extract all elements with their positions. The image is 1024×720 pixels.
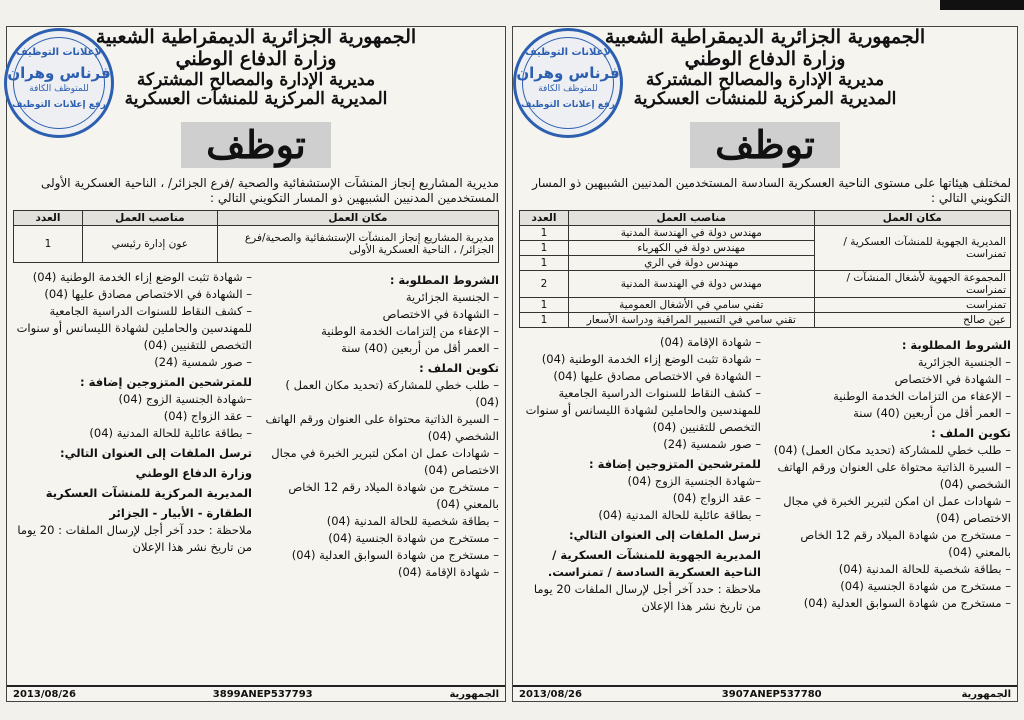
list-item: – شهادات عمل ان امكن لتبرير الخبرة في مجال الاختصاص (04) (271, 445, 499, 477)
positions-table (13, 210, 499, 263)
list-item: – طلب خطي للمشاركة (تحديد مكان العمل ) (04) (285, 377, 499, 409)
stamp-bottom-text: رفع إعلانات التوظيف (11, 100, 106, 110)
requirements-column (769, 334, 1011, 615)
footer-anep-ref: 3899ANEP537793 (212, 688, 313, 700)
list-item: – العمر أقل من أربعين (40) سنة (853, 405, 1011, 420)
stamp-seal (513, 28, 623, 138)
list-item: – السيرة الذاتية محتواة على العنوان ورقم الهاتف الشخصي (04) (265, 411, 499, 443)
list-item: – طلب خطي للمشاركة (تحديد مكان العمل) (04) (773, 442, 1011, 457)
table-row (14, 225, 499, 262)
stamp-name: فرناس وهران (516, 64, 620, 82)
stamp-bottom-text: رفع إعلانات التوظيف (520, 100, 615, 110)
footer-anep-ref: 3907ANEP537780 (721, 688, 822, 700)
list-item: – مستخرج من شهادة الجنسية (04) (328, 530, 499, 545)
stamp-sub-text: للمتوظف الكافة (29, 84, 89, 94)
section-heading: تكوين الملف : (931, 425, 1011, 440)
list-item: – الجنسية الجزائرية (917, 354, 1011, 369)
cell-location: المجموعة الجهوية لأشغال المنشآت /تمنراست (814, 270, 1010, 297)
cell-position: مهندس دولة في الكهرباء (569, 240, 815, 255)
ad-intro: لمختلف هيئاتها على مستوى الناحية العسكرية السادسة المستخدمين المدنيين الشبيهين ذو المسار التكويني التالي : (532, 175, 1011, 205)
list-item: – بطاقة شخصية للحالة المدنية (04) (326, 513, 499, 528)
cell-count: 2 (520, 270, 569, 297)
list-item: – مستخرج من شهادة الميلاد رقم 12 الخاص بالمعني (04) (800, 527, 1011, 559)
section-heading: للمترشحين المتزوجين إضافة : (80, 374, 252, 389)
list-item: ملاحظة : حدد آخر أجل لإرسال الملفات 20 يوما من تاريخ نشر هذا الإعلان (533, 581, 761, 613)
list-item: – بطاقة عائلية للحالة المدنية (04) (598, 507, 761, 522)
cell-count: 1 (14, 225, 83, 262)
section-heading: المديرية المركزية للمنشآت العسكرية (45, 485, 252, 500)
list-item: – كشف النقاط للسنوات الدراسية الجامعية للمهندسين والحاملين لشهادة الليسانس أو سنوات التخصص للتقنيين (04) (16, 303, 252, 352)
header-line-directorate: مديرية الإدارة والمصالح المشتركة (645, 69, 885, 90)
list-item: – مستخرج من شهادة السوابق العدلية (04) (803, 595, 1011, 610)
footer-newspaper: الجمهورية (449, 688, 499, 700)
list-item: – عقد الزواج (04) (163, 408, 252, 423)
list-item: – الجنسية الجزائرية (405, 289, 499, 304)
stamp-name: فرناس وهران (7, 64, 111, 82)
list-item: – شهادة الإقامة (04) (397, 564, 499, 579)
section-heading: تكوين الملف : (419, 360, 499, 375)
list-item: – بطاقة شخصية للحالة المدنية (04) (838, 561, 1011, 576)
header-line-republic: الجمهورية الجزائرية الديمقراطية الشعبية (95, 26, 417, 48)
section-heading: ترسل الملفات إلى العنوان التالي: (59, 445, 252, 460)
table-row (520, 225, 1011, 240)
ad-title: توظف (181, 122, 331, 168)
list-item: –شهادة الجنسية الزوج (04) (627, 473, 761, 488)
cell-count: 1 (520, 240, 569, 255)
list-item: – مستخرج من شهادة الجنسية (04) (840, 578, 1011, 593)
col-header-location: مكان العمل (217, 210, 498, 225)
footer-date: 2013/08/26 (519, 688, 582, 700)
ad-footer (7, 685, 505, 701)
header-line-ministry: وزارة الدفاع الوطني (684, 47, 846, 70)
list-item: – شهادة تثبت الوضع إزاء الخدمة الوطنية (04) (541, 351, 761, 366)
list-item: – شهادات عمل ان امكن لتبرير الخبرة في مجال الاختصاص (04) (783, 493, 1011, 525)
stamp-top-text: لإعلانات التوظيف (16, 47, 102, 58)
col-header-position: مناصب العمل (83, 210, 218, 225)
stamp-top-text: لإعلانات التوظيف (525, 47, 611, 58)
section-heading: الشروط المطلوبة : (389, 272, 499, 287)
list-item: –شهادة الجنسية الزوج (04) (118, 391, 252, 406)
table-row (520, 297, 1011, 312)
list-item: – عقد الزواج (04) (672, 490, 761, 505)
col-header-location: مكان العمل (814, 210, 1010, 225)
stamp-seal (4, 28, 114, 138)
list-item: – كشف النقاط للسنوات الدراسية الجامعية للمهندسين والحاملين لشهادة الليسانس أو سنوات التخصص للتقنيين (04) (525, 385, 761, 434)
cell-location: تمنراست (814, 297, 1010, 312)
section-heading: للمترشحين المتزوجين إضافة : (589, 456, 761, 471)
list-item: – الإعفاء من التزامات الخدمة الوطنية (833, 388, 1011, 403)
list-item: ملاحظة : حدد آخر أجل لإرسال الملفات : 20 يوما من تاريخ نشر هذا الإعلان (17, 522, 252, 554)
cell-location: المديرية الجهوية للمنشآت العسكرية /تمنراست (814, 225, 1010, 270)
requirements-column (260, 269, 499, 581)
stamp-sub-text: للمتوظف الكافة (538, 84, 598, 94)
requirements-columns (519, 334, 1011, 615)
cell-count: 1 (520, 255, 569, 270)
footer-date: 2013/08/26 (13, 688, 76, 700)
requirements-columns (13, 269, 499, 581)
cell-count: 1 (520, 297, 569, 312)
cell-position: مهندس دولة في الهندسة المدنية (569, 225, 815, 240)
footer-newspaper: الجمهورية (961, 688, 1011, 700)
list-item: – الشهادة في الاختصاص مصادق عليها (04) (44, 286, 252, 301)
header-line-directorate: مديرية الإدارة والمصالح المشتركة (136, 69, 376, 90)
list-item: – شهادة تثبت الوضع إزاء الخدمة الوطنية (04) (32, 269, 252, 284)
cell-location: عين صالح (814, 312, 1010, 327)
stamp-ring (13, 37, 105, 129)
cell-position: مهندس دولة في الهندسة المدنية (569, 270, 815, 297)
ad-intro: مديرية المشاريع إنجاز المنشآت الإستشفائية والصحية /فرع الجزائر/ ، الناحية العسكرية الأولى المستخدمين المدنيين الشبيهين ذو المسار التكويني التالي : (41, 175, 499, 205)
cell-position: تقني سامي في التسيير المراقبة ودراسة الأسعار (569, 312, 815, 327)
section-heading: وزارة الدفاع الوطني (135, 465, 252, 480)
section-heading: الشروط المطلوبة : (901, 337, 1011, 352)
list-item: – الشهادة في الاختصاص (382, 306, 499, 321)
list-item: – العمر أقل من أربعين (40) سنة (341, 340, 499, 355)
list-item: – السيرة الذاتية محتواة على العنوان ورقم الهاتف الشخصي (04) (777, 459, 1011, 491)
stamp-ring (522, 37, 614, 129)
cell-position: مهندس دولة في الري (569, 255, 815, 270)
section-heading: ترسل الملفات إلى العنوان التالي: (568, 527, 761, 542)
header-line-central-directorate: المديرية المركزية للمنشآت العسكرية (124, 89, 388, 110)
list-item: – الشهادة في الاختصاص (894, 371, 1011, 386)
ad-footer (513, 685, 1017, 701)
list-item: – شهادة الإقامة (04) (659, 334, 761, 349)
list-item: – صور شمسية (24) (154, 354, 252, 369)
table-header-row (520, 210, 1011, 225)
cell-position: تقني سامي في الأشغال العمومية (569, 297, 815, 312)
col-header-count: العدد (14, 210, 83, 225)
cell-count: 1 (520, 312, 569, 327)
col-header-count: العدد (520, 210, 569, 225)
cell-position: عون إدارة رئيسي (83, 225, 218, 262)
cell-count: 1 (520, 225, 569, 240)
list-item: – الشهادة في الاختصاص مصادق عليها (04) (553, 368, 761, 383)
col-header-position: مناصب العمل (569, 210, 815, 225)
table-row (520, 312, 1011, 327)
header-line-republic: الجمهورية الجزائرية الديمقراطية الشعبية (604, 26, 926, 48)
ad-title: توظف (690, 122, 840, 168)
section-heading: الطقارة - الأبيار - الجزائر (109, 505, 252, 520)
list-item: – مستخرج من شهادة الميلاد رقم 12 الخاص بالمعني (04) (288, 479, 499, 511)
positions-table (519, 210, 1011, 328)
section-heading: المديرية الجهوية للمنشآت العسكرية / الناحية العسكرية السادسة / تمنراست. (547, 547, 761, 579)
table-row (520, 270, 1011, 297)
header-line-central-directorate: المديرية المركزية للمنشآت العسكرية (633, 89, 897, 110)
header-line-ministry: وزارة الدفاع الوطني (175, 47, 337, 70)
list-item: – صور شمسية (24) (663, 436, 761, 451)
page-top-strip (0, 0, 1024, 24)
table-header-row (14, 210, 499, 225)
list-item: – الإعفاء من إلتزامات الخدمة الوطنية (321, 323, 499, 338)
cell-location: مديرية المشاريع إنجاز المنشآت الإستشفائية والصحية/فرع الجزائر/ ، الناحية العسكرية الأولى (217, 225, 498, 262)
list-item: – مستخرج من شهادة السوابق العدلية (04) (291, 547, 499, 562)
documents-column (13, 269, 252, 581)
documents-column (519, 334, 761, 615)
masthead-bar (940, 0, 1024, 10)
list-item: – بطاقة عائلية للحالة المدنية (04) (89, 425, 252, 440)
